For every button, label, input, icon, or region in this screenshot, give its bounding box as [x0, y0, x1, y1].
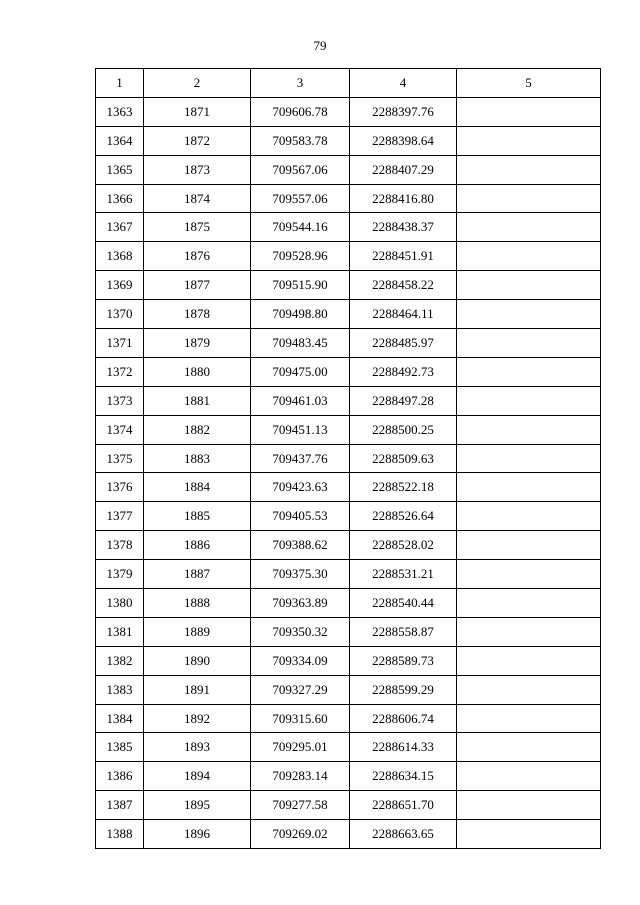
note-cell — [457, 386, 601, 415]
note-cell — [457, 646, 601, 675]
y-coordinate-cell: 2288451.91 — [350, 242, 457, 271]
point-number-cell: 1879 — [144, 329, 251, 358]
note-cell — [457, 560, 601, 589]
point-number-cell: 1878 — [144, 300, 251, 329]
x-coordinate-cell: 709515.90 — [251, 271, 350, 300]
point-number-cell: 1895 — [144, 791, 251, 820]
y-coordinate-cell: 2288589.73 — [350, 646, 457, 675]
table-row — [96, 300, 601, 329]
note-cell — [457, 300, 601, 329]
table-row — [96, 646, 601, 675]
y-coordinate-cell: 2288526.64 — [350, 502, 457, 531]
point-number-cell: 1873 — [144, 155, 251, 184]
table-row — [96, 733, 601, 762]
point-number-cell: 1875 — [144, 213, 251, 242]
y-coordinate-cell: 2288614.33 — [350, 733, 457, 762]
row-index-cell: 1386 — [96, 762, 144, 791]
point-number-cell: 1888 — [144, 589, 251, 618]
row-index-cell: 1387 — [96, 791, 144, 820]
row-index-cell: 1380 — [96, 589, 144, 618]
x-coordinate-cell: 709498.80 — [251, 300, 350, 329]
column-header-4: 4 — [350, 69, 457, 98]
x-coordinate-cell: 709375.30 — [251, 560, 350, 589]
y-coordinate-cell: 2288497.28 — [350, 386, 457, 415]
row-index-cell: 1371 — [96, 329, 144, 358]
row-index-cell: 1378 — [96, 531, 144, 560]
x-coordinate-cell: 709461.03 — [251, 386, 350, 415]
row-index-cell: 1376 — [96, 473, 144, 502]
point-number-cell: 1876 — [144, 242, 251, 271]
note-cell — [457, 617, 601, 646]
x-coordinate-cell: 709423.63 — [251, 473, 350, 502]
y-coordinate-cell: 2288558.87 — [350, 617, 457, 646]
row-index-cell: 1375 — [96, 444, 144, 473]
table-row — [96, 502, 601, 531]
point-number-cell: 1881 — [144, 386, 251, 415]
note-cell — [457, 242, 601, 271]
x-coordinate-cell: 709295.01 — [251, 733, 350, 762]
row-index-cell: 1384 — [96, 704, 144, 733]
column-header-2: 2 — [144, 69, 251, 98]
table-row — [96, 386, 601, 415]
table-row — [96, 155, 601, 184]
y-coordinate-cell: 2288500.25 — [350, 415, 457, 444]
row-index-cell: 1374 — [96, 415, 144, 444]
column-header-1: 1 — [96, 69, 144, 98]
point-number-cell: 1896 — [144, 820, 251, 849]
y-coordinate-cell: 2288651.70 — [350, 791, 457, 820]
y-coordinate-cell: 2288458.22 — [350, 271, 457, 300]
row-index-cell: 1368 — [96, 242, 144, 271]
note-cell — [457, 762, 601, 791]
x-coordinate-cell: 709583.78 — [251, 126, 350, 155]
point-number-cell: 1890 — [144, 646, 251, 675]
table-row — [96, 820, 601, 849]
x-coordinate-cell: 709405.53 — [251, 502, 350, 531]
point-number-cell: 1882 — [144, 415, 251, 444]
x-coordinate-cell: 709557.06 — [251, 184, 350, 213]
note-cell — [457, 733, 601, 762]
table-row — [96, 531, 601, 560]
x-coordinate-cell: 709483.45 — [251, 329, 350, 358]
table-row — [96, 126, 601, 155]
row-index-cell: 1388 — [96, 820, 144, 849]
row-index-cell: 1385 — [96, 733, 144, 762]
row-index-cell: 1369 — [96, 271, 144, 300]
row-index-cell: 1373 — [96, 386, 144, 415]
point-number-cell: 1884 — [144, 473, 251, 502]
x-coordinate-cell: 709334.09 — [251, 646, 350, 675]
table-row — [96, 617, 601, 646]
point-number-cell: 1894 — [144, 762, 251, 791]
table-row — [96, 271, 601, 300]
note-cell — [457, 531, 601, 560]
note-cell — [457, 704, 601, 733]
table-row — [96, 473, 601, 502]
x-coordinate-cell: 709606.78 — [251, 97, 350, 126]
x-coordinate-cell: 709475.00 — [251, 357, 350, 386]
x-coordinate-cell: 709363.89 — [251, 589, 350, 618]
column-header-3: 3 — [251, 69, 350, 98]
row-index-cell: 1364 — [96, 126, 144, 155]
x-coordinate-cell: 709327.29 — [251, 675, 350, 704]
y-coordinate-cell: 2288509.63 — [350, 444, 457, 473]
point-number-cell: 1891 — [144, 675, 251, 704]
x-coordinate-cell: 709451.13 — [251, 415, 350, 444]
note-cell — [457, 820, 601, 849]
x-coordinate-cell: 709388.62 — [251, 531, 350, 560]
table-row — [96, 242, 601, 271]
x-coordinate-cell: 709544.16 — [251, 213, 350, 242]
note-cell — [457, 329, 601, 358]
point-number-cell: 1871 — [144, 97, 251, 126]
y-coordinate-cell: 2288531.21 — [350, 560, 457, 589]
note-cell — [457, 415, 601, 444]
point-number-cell: 1886 — [144, 531, 251, 560]
table-row — [96, 357, 601, 386]
y-coordinate-cell: 2288599.29 — [350, 675, 457, 704]
note-cell — [457, 97, 601, 126]
coordinates-table — [95, 68, 601, 849]
note-cell — [457, 184, 601, 213]
note-cell — [457, 126, 601, 155]
point-number-cell: 1887 — [144, 560, 251, 589]
row-index-cell: 1377 — [96, 502, 144, 531]
table-row — [96, 329, 601, 358]
table-row — [96, 444, 601, 473]
table-row — [96, 97, 601, 126]
row-index-cell: 1379 — [96, 560, 144, 589]
note-cell — [457, 213, 601, 242]
point-number-cell: 1874 — [144, 184, 251, 213]
column-header-5: 5 — [457, 69, 601, 98]
row-index-cell: 1363 — [96, 97, 144, 126]
row-index-cell: 1370 — [96, 300, 144, 329]
point-number-cell: 1883 — [144, 444, 251, 473]
x-coordinate-cell: 709277.58 — [251, 791, 350, 820]
y-coordinate-cell: 2288663.65 — [350, 820, 457, 849]
y-coordinate-cell: 2288485.97 — [350, 329, 457, 358]
row-index-cell: 1365 — [96, 155, 144, 184]
point-number-cell: 1872 — [144, 126, 251, 155]
table-header-row — [96, 69, 601, 98]
y-coordinate-cell: 2288522.18 — [350, 473, 457, 502]
point-number-cell: 1885 — [144, 502, 251, 531]
page-number: 79 — [313, 38, 327, 53]
x-coordinate-cell: 709567.06 — [251, 155, 350, 184]
y-coordinate-cell: 2288634.15 — [350, 762, 457, 791]
y-coordinate-cell: 2288540.44 — [350, 589, 457, 618]
y-coordinate-cell: 2288397.76 — [350, 97, 457, 126]
table-row — [96, 589, 601, 618]
x-coordinate-cell: 709437.76 — [251, 444, 350, 473]
y-coordinate-cell: 2288606.74 — [350, 704, 457, 733]
point-number-cell: 1893 — [144, 733, 251, 762]
y-coordinate-cell: 2288438.37 — [350, 213, 457, 242]
y-coordinate-cell: 2288528.02 — [350, 531, 457, 560]
y-coordinate-cell: 2288398.64 — [350, 126, 457, 155]
note-cell — [457, 675, 601, 704]
table-row — [96, 213, 601, 242]
table-row — [96, 560, 601, 589]
point-number-cell: 1880 — [144, 357, 251, 386]
table-row — [96, 704, 601, 733]
note-cell — [457, 589, 601, 618]
point-number-cell: 1892 — [144, 704, 251, 733]
y-coordinate-cell: 2288407.29 — [350, 155, 457, 184]
point-number-cell: 1889 — [144, 617, 251, 646]
y-coordinate-cell: 2288492.73 — [350, 357, 457, 386]
point-number-cell: 1877 — [144, 271, 251, 300]
x-coordinate-cell: 709269.02 — [251, 820, 350, 849]
row-index-cell: 1382 — [96, 646, 144, 675]
x-coordinate-cell: 709528.96 — [251, 242, 350, 271]
table-row — [96, 762, 601, 791]
x-coordinate-cell: 709283.14 — [251, 762, 350, 791]
note-cell — [457, 271, 601, 300]
row-index-cell: 1381 — [96, 617, 144, 646]
note-cell — [457, 444, 601, 473]
table-body — [96, 97, 601, 848]
row-index-cell: 1383 — [96, 675, 144, 704]
table-row — [96, 791, 601, 820]
note-cell — [457, 357, 601, 386]
table-row — [96, 675, 601, 704]
note-cell — [457, 791, 601, 820]
row-index-cell: 1367 — [96, 213, 144, 242]
table-row — [96, 184, 601, 213]
row-index-cell: 1366 — [96, 184, 144, 213]
x-coordinate-cell: 709350.32 — [251, 617, 350, 646]
y-coordinate-cell: 2288416.80 — [350, 184, 457, 213]
note-cell — [457, 473, 601, 502]
table-row — [96, 415, 601, 444]
x-coordinate-cell: 709315.60 — [251, 704, 350, 733]
note-cell — [457, 502, 601, 531]
row-index-cell: 1372 — [96, 357, 144, 386]
y-coordinate-cell: 2288464.11 — [350, 300, 457, 329]
note-cell — [457, 155, 601, 184]
